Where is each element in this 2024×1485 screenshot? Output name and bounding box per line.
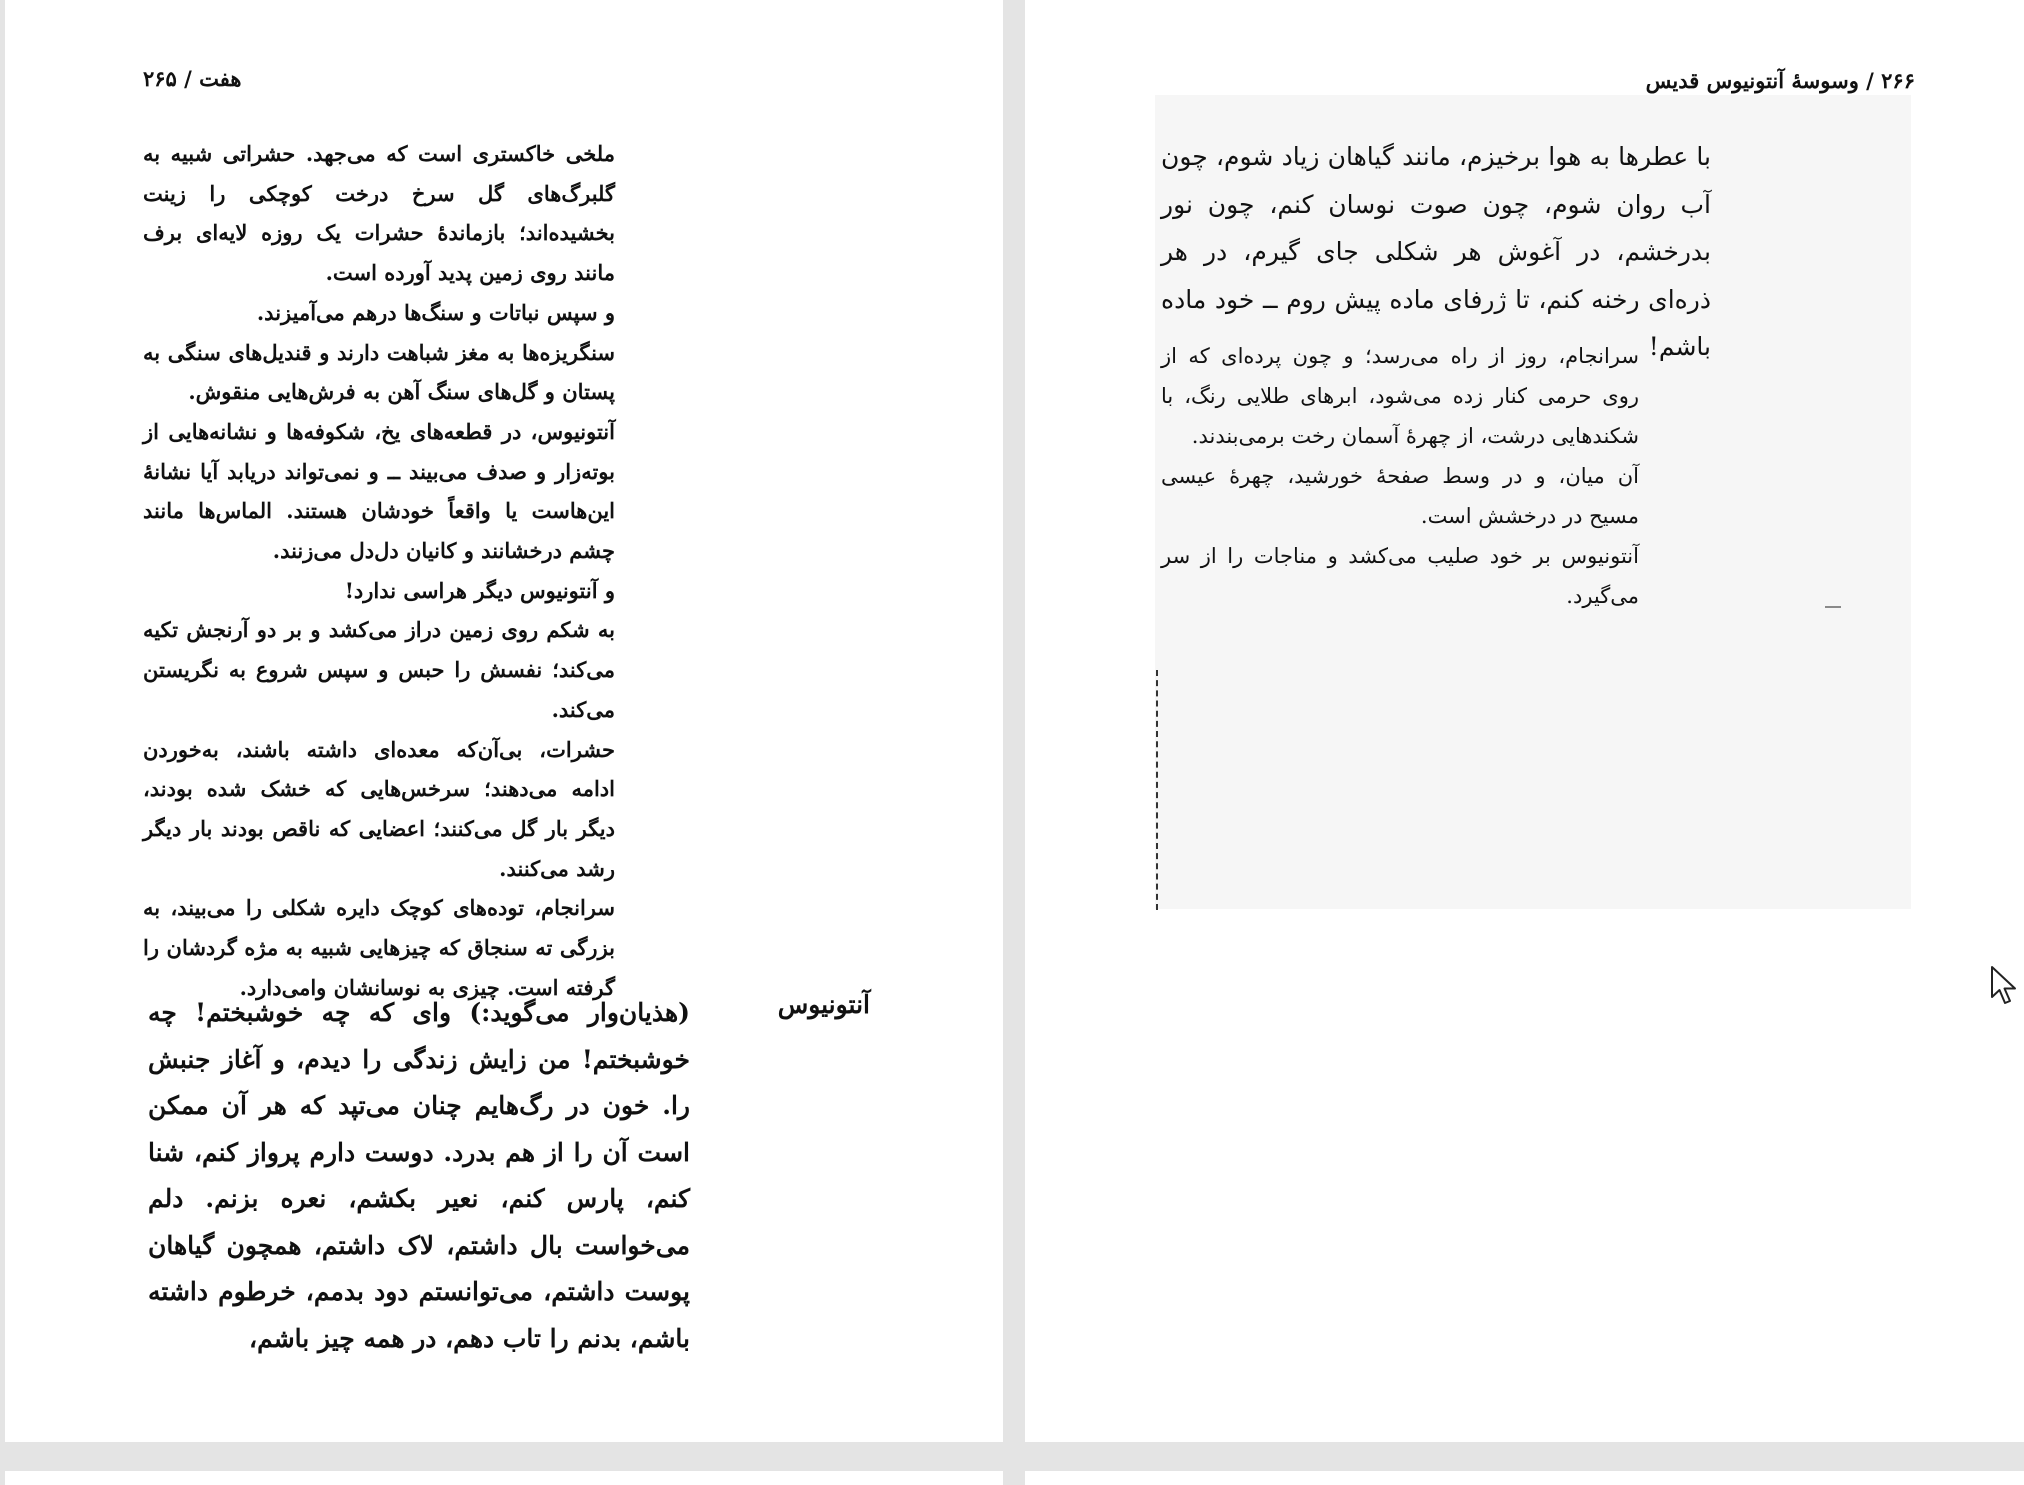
stage-paragraph: و سپس نباتات و سنگ‌ها درهم می‌آمیزند.: [256, 299, 615, 325]
stage-paragraph: ملخی خاکستری است که می‌جهد. حشراتی شبیه به گلبرگ‌های گل سرخ درخت کوچکی را زینت بخشیده‌اند؛ بازماندهٔ حشرات یک روزه لایه‌ای برف مانند روی زمین پدید آورده است.: [143, 141, 615, 286]
stage-paragraph: سنگریزه‌ها به مغز شباهت دارند و قندیل‌های سنگی به پستان و گل‌های سنگ آهن به فرش‌هایی منقوش.: [143, 339, 615, 405]
stage-direction-block: [1161, 336, 1639, 616]
stage-paragraph: سرانجام، روز از راه می‌رسد؛ و چون پرده‌ای که از روی حرمی کنار زده می‌شود، ابرهای طلایی رنگ، با شکندهایی درشت، از چهرهٔ آسمان رخت برمی‌بندند.: [1161, 344, 1639, 448]
next-page-edge-right[interactable]: [1025, 1471, 2024, 1485]
next-page-edge-left[interactable]: [5, 1471, 1003, 1485]
mouse-pointer-icon: [1990, 965, 2018, 1007]
stage-paragraph: سرانجام، توده‌های کوچک دایره شکلی را می‌بیند، به بزرگی ته سنجاق که چیزهایی شبیه به مژه گردشان را گرفته است. چیزی به نوسانشان وامی‌دارد.: [143, 895, 615, 1000]
stage-paragraph: آنتونیوس، در قطعه‌های یخ، شکوفه‌ها و نشانه‌هایی از بوته‌زار و صدف می‌بیند ــ و نمی‌تواند دریابد آیا نشانهٔ این‌هاست یا واقعاً خودشان هستند. الماس‌ها مانند چشم درخشانند و کانیان دل‌دل می‌زنند.: [143, 418, 615, 564]
speaker-name: آنتونیوس: [777, 990, 870, 1019]
stage-paragraph: آن میان، و در وسط صفحهٔ خورشید، چهرهٔ عیسی مسیح در درخشش است.: [1161, 464, 1639, 528]
dialogue-paragraph: با عطرها به هوا برخیزم، مانند گیاهان زیاد شوم، چون آب روان شوم، چون صوت نوسان کنم، چون نور بدرخشم، در آغوش هر شکلی جای گیرم، در هر ذره‌ای رخنه کنم، تا ژرفای ماده پیش روم ــ خود ماده باشم!: [1161, 142, 1711, 361]
dialogue-continuation-block: [1161, 133, 1711, 371]
stage-paragraph: و آنتونیوس دیگر هراسی ندارد!: [344, 577, 615, 603]
dialogue-paragraph: (هذیان‌وار می‌گوید:) وای که چه خوشبختم! چه خوشبختم! من زایش زندگی را دیدم، و آغاز جنبش را. خون در رگ‌هایم چنان می‌تپد که هر آن ممکن است آن را از هم بدرد. دوست دارم پرواز کنم، شنا کنم، پارس کنم، نعیر بکشم، نعره بزنم. دلم می‌خواست بال داشتم، لاک داشتم، همچون گیاهان پوست داشتم، می‌توانستم دود بدمم، خرطوم داشته باشم، بدنم را تاب دهم، در همه چیز باشم،: [148, 998, 690, 1353]
dialogue-block: [148, 990, 690, 1362]
stage-paragraph: حشرات، بی‌آن‌که معده‌ای داشته باشند، به‌خوردن ادامه می‌دهند؛ سرخس‌هایی که خشک شده بودند، دیگر بار گل می‌کنند؛ اعضایی که ناقص بودند بار دیگر رشد می‌کنند.: [143, 736, 615, 881]
stage-paragraph: آنتونیوس بر خود صلیب می‌کشد و مناجات را از سر می‌گیرد.: [1161, 544, 1639, 608]
page-266: [1025, 0, 2024, 1442]
stage-paragraph: به شکم روی زمین دراز می‌کشد و بر دو آرنجش تکیه می‌کند؛ نفسش را حبس و سپس شروع به نگریستن می‌کند.: [143, 617, 615, 722]
scan-artifact-rule: [1156, 670, 1158, 910]
running-header-left: هفت / ۲۶۵: [143, 66, 242, 91]
running-header-right: ۲۶۶ / وسوسهٔ آنتونیوس قدیس: [1645, 68, 1915, 93]
scan-artifact-mark: [1825, 606, 1841, 608]
stage-direction-block: [143, 134, 615, 1007]
page-265: [5, 0, 1003, 1442]
